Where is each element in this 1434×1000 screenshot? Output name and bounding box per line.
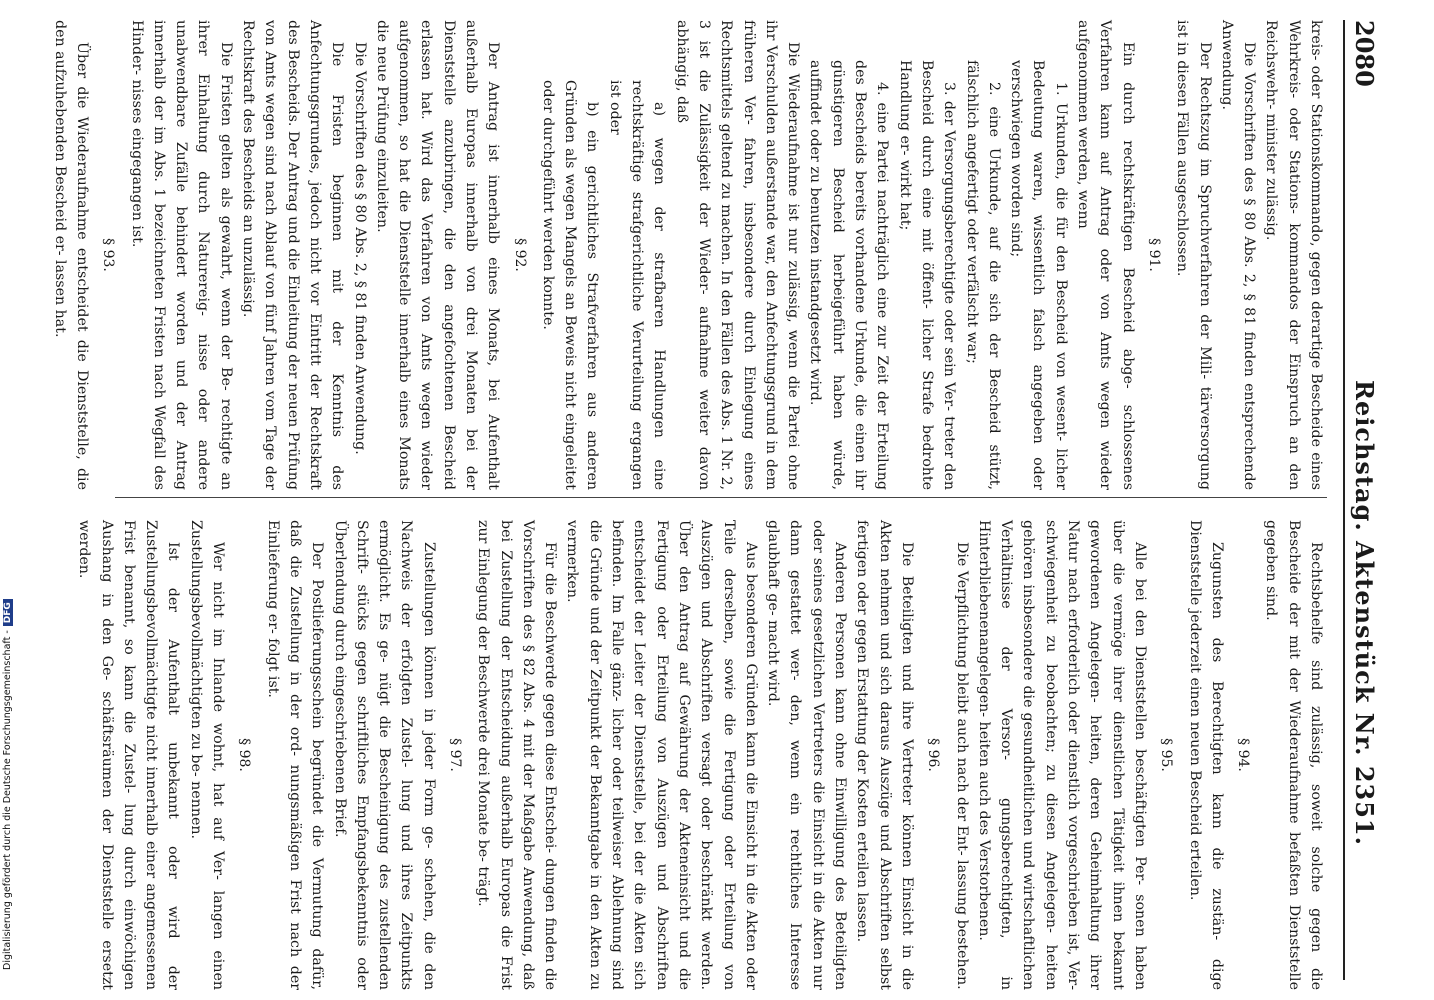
- column-divider: [115, 497, 1327, 498]
- section-heading: § 91.: [1145, 238, 1162, 272]
- paragraph: Der Postlieferungsschein begründet die Vermutung dafür, daß die Zustellung in der ord- nungsmäßigen Frist nach der Einlieferung er- folgt ist.: [264, 520, 326, 990]
- list-item: b) ein gerichtliches Strafverfahren aus anderen Gründen als wegen Mangels an Beweis nicht eingeleitet oder durchgeführt werden konnte.: [539, 80, 601, 490]
- paragraph: Die Vorschriften des § 80 Abs. 2, § 81 finden entsprechende Anwendung.: [1218, 20, 1258, 490]
- paragraph: Die Beteiligten und ihre Vertreter können Einsicht in die Akten nehmen und sich daraus Auszüge und Abschriften selbst fertigen oder gegen Erstattung der Kosten erteilen lassen.: [854, 520, 915, 990]
- list-item: 4. eine Partei nachträglich eine zur Zeit der Erteilung des Bescheids bereits vorhandene Urkunde, die einen ihr günstigeren Bescheid herbeigeführt haben würde, auffindet oder zu benutzen instandgesetzt wird.: [807, 60, 891, 490]
- paragraph: Rechtsbehelfe sind zulässig, soweit solche gegen die Bescheide der mit der Wiederaufnahme befaßten Dienststelle gegeben sind.: [1263, 520, 1324, 990]
- section-heading: § 94.: [1235, 738, 1252, 772]
- paragraph: Die Verpflichtung bleibt auch nach der Ent- lassung bestehen.: [953, 542, 970, 990]
- paragraph: Die Fristen gelten als gewahrt, wenn der Be- rechtigte an ihrer Einhaltung durch Naturereig- nisse oder andere unabwendbare Zufälle behindert worden und der Antrag innerhalb der im Abs. 1 bezeichneten Fristen nach Wegfall des Hinder- nisses eingegangen ist.: [128, 20, 234, 490]
- section-heading: § 95.: [1158, 738, 1175, 772]
- digitization-credit: [0, 0, 14, 990]
- credit-line: [2, 599, 13, 970]
- left-column: [48, 20, 1327, 490]
- paragraph: Die Vorschriften des § 80 Abs. 2, § 81 finden Anwendung.: [351, 42, 368, 455]
- section-heading: § 97.: [447, 738, 464, 772]
- header-rule: [1343, 20, 1345, 980]
- page-number: 2080: [1350, 20, 1379, 87]
- section-heading: § 93.: [100, 238, 117, 272]
- paragraph: Anderen Personen kann ohne Einwilligung des Beteiligten oder seines gesetzlichen Vertreters die Einsicht in die Akten nur dann gestattet wer- den, wenn ein rechtliches Interesse glaubhaft ge- macht wird.: [765, 520, 849, 990]
- paragraph: Der Antrag ist innerhalb eines Monats, bei Aufenthalt außerhalb Europas innerhalb von drei Monaten bei der Dienststelle anzubringen, die den angefochtenen Bescheid erlassen hat. Wird das Verfahren von Amts wegen wieder aufgenommen, so hat die Dienststelle innerhalb eines Monats die neue Prüfung einzuleiten.: [373, 20, 502, 490]
- paragraph: Aus besonderen Gründen kann die Einsicht in die Akten oder Teile derselben, sowie die Fertigung oder Erteilung von Auszügen und Abschriften versagt oder beschränkt werden. Über den Antrag auf Gewährung der Akteneinsicht und die Fertigung oder Erteilung von Auszügen und Abschriften entscheidet der Leiter der Dienststelle, bei der die Akten sich befinden. Im Falle gänz- licher oder teilweiser Ablehnung sind die Gründe und der Zeitpunkt der Bekanntgabe in den Akten zu vermerken.: [564, 520, 759, 990]
- section-heading: § 96.: [925, 738, 942, 772]
- paragraph: Ein durch rechtskräftigen Bescheid abge- schlossenes Verfahren kann auf Antrag oder von Amts wegen wieder aufgenommen werden, wenn: [1075, 20, 1136, 490]
- rotated-page: [51, 0, 1385, 1000]
- right-column: [73, 520, 1327, 990]
- paragraph: Für die Beschwerde gegen diese Entschei- dungen finden die Vorschriften des § 82 Abs. 4 mit der Maßgabe Anwendung, daß bei Zustellung der Entscheidung außerhalb Europas die Frist zur Einlegung der Beschwerde drei Monate be- trägt.: [475, 520, 559, 990]
- page-title: Reichstag. Aktenstück Nr. 2351.: [1350, 380, 1379, 846]
- page-header: [1341, 20, 1381, 980]
- paragraph: Der Rechtszug im Spruchverfahren der Mili- tärversorgung ist in diesen Fällen ausgeschlossen.: [1174, 20, 1213, 490]
- paragraph: Die Fristen beginnen mit der Kenntnis des Anfechtungsgrundes, jedoch nicht vor Eintritt der Rechtskraft des Bescheids. Der Antrag und die Einleitung der neuen Prüfung von Amts wegen sind nach Ablauf von fünf Jahren vom Tage der Rechtskraft des Bescheids an unzulässig.: [240, 20, 346, 490]
- credit-text: Digitalisierung gefördert durch die Deutsche Forschungsgemeinschaft -: [2, 630, 13, 970]
- dfg-logo: DFG: [3, 599, 13, 626]
- list-item: 2. eine Urkunde, auf die sich der Bescheid stützt, fälschlich angefertigt oder verfälscht war;: [963, 60, 1002, 490]
- paragraph: Ist der Aufenthalt unbekannt oder wird der Zustellungsbevollmächtigte nicht innerhalb einer angemessenen Frist benannt, so kann die Zustel- lung durch einwöchigen Aushang in den Ge- schäftsräumen der Dienststelle ersetzt werden.: [76, 520, 182, 990]
- paragraph: Wer nicht im Inlande wohnt, hat auf Ver- langen einen Zustellungsbevollmächtigten zu be- nennen.: [187, 520, 227, 990]
- list-item: 3. der Versorgungsberechtigte oder sein Ver- treter den Bescheid durch eine mit öffent- licher Strafe bedrohte Handlung er- wirkt hat;: [896, 60, 958, 490]
- paragraph: kreis- oder Stationskommando, gegen derartige Bescheide eines Wehrkreis- oder Stations- kommandos der Einspruch an den Reichswehr- minister zulässig.: [1263, 20, 1324, 490]
- list-item: 1. Urkunden, die für den Bescheid von wesent- licher Bedeutung waren, wissentlich falsch angegeben oder verschwiegen worden sind;: [1008, 60, 1069, 490]
- paragraph: Über die Wiederaufnahme entscheidet die Dienststelle, die den aufzuhebenden Bescheid er- lassen hat.: [51, 20, 90, 490]
- paragraph: Zugunsten des Berechtigten kann die zustän- dige Dienststelle jederzeit einen neuen Bescheid erteilen.: [1186, 520, 1225, 990]
- paragraph: Zustellungen können in jeder Form ge- schehen, die den Nachweis der erfolgten Zustel- lung und ihres Zeitpunkts ermöglicht. Es ge- nügt die Bescheinigung des zustellenden Schrift- stücks gegen schriftliches Empfangsbekenntnis oder Überlendung durch eingeschriebenen Brief.: [331, 520, 437, 990]
- section-heading: § 98.: [236, 738, 253, 772]
- list-item: a) wegen der strafbaren Handlungen eine rechtskräftige strafgerichtliche Verurteilung ergangen ist oder: [606, 80, 668, 490]
- paragraph: Alle bei den Dienststellen beschäftigten Per- sonen haben über die vermöge ihrer dienstlichen Tätigkeit ihnen bekannt gewordenen Angelegen- heiten, deren Geheimhaltung ihrer Natur nach erforderlich oder dienstlich vorgeschrieben ist, Ver- schwiegenheit zu beobachten; zu diesen Angelegen- heiten gehören insbesondere die gesundheitlichen und wirtschaftlichen Verhältnisse der Versor- gungsberechtigten, in Hinterbliebenenangelegen- heiten auch des Verstorbenen.: [975, 520, 1148, 990]
- paragraph: Die Wiederaufnahme ist nur zulässig, wenn die Partei ohne ihr Verschulden außerstande war, den Anfechtungsgrund in dem früheren Ver- fahren, insbesondere durch Einlegung eines Rechtsmittels geltend zu machen. In den Fällen des Abs. 1 Nr. 2, 3 ist die Zulässigkeit der Wieder- aufnahme weiter davon abhängig, daß: [673, 20, 802, 490]
- section-heading: § 92.: [511, 238, 528, 272]
